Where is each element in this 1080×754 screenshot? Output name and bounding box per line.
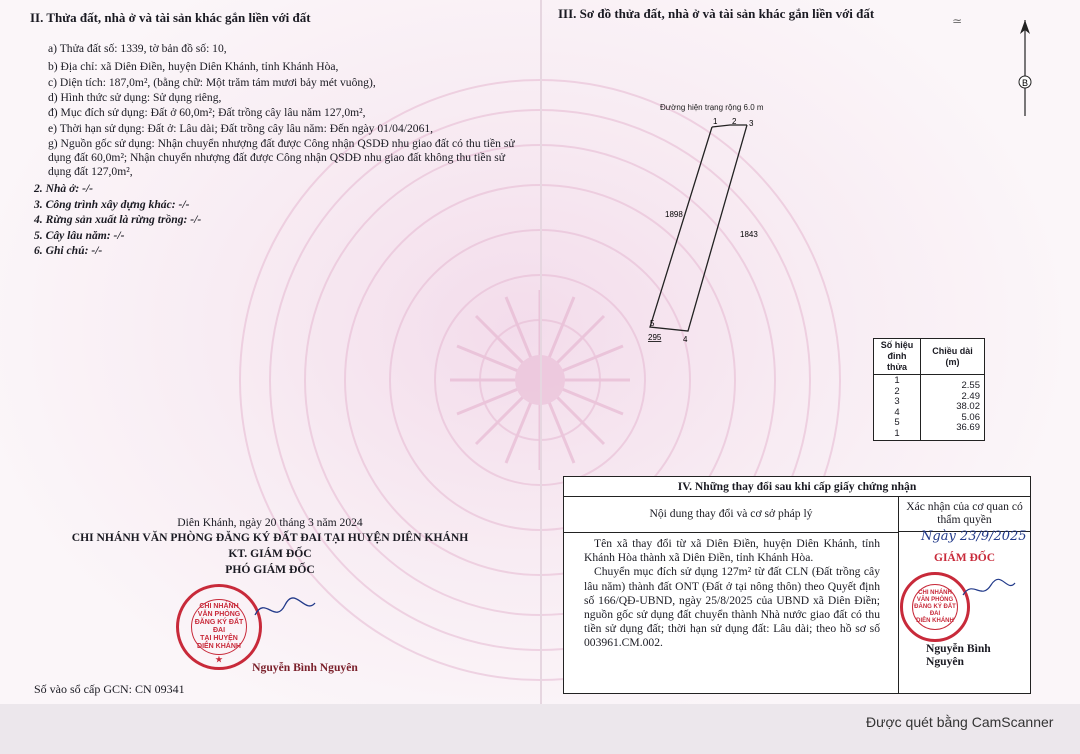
compass-letter: B <box>1021 78 1029 88</box>
vertex-1: 1 <box>713 117 718 126</box>
scanner-watermark: Được quét bằng CamScanner <box>866 714 1054 730</box>
usage-form-line: d) Hình thức sử dụng: Sử dụng riêng, <box>48 91 222 104</box>
changes-content <box>584 537 880 651</box>
vertex-4: 4 <box>683 335 688 344</box>
section3-title: III. Sơ đồ thửa đất, nhà ở và tài sản khác gắn liền với đất <box>558 6 875 21</box>
column-header-confirmation: Xác nhận của cơ quan có thẩm quyền <box>899 496 1030 532</box>
issuing-office: CHI NHÁNH VĂN PHÒNG ĐĂNG KÝ ĐẤT ĐAI TẠI HUYỆN DIÊN KHÁNH <box>71 531 469 544</box>
neighbor-parcel-left: 1898 <box>665 210 683 219</box>
table-row: 1 2 3 4 5 1 2.55 2.49 38.02 5.06 36.69 <box>874 375 985 441</box>
column-header-changes: Nội dung thay đổi và cơ sở pháp lý <box>564 496 899 533</box>
forest-item: 4. Rừng sản xuất là rừng trồng: -/- <box>34 213 202 226</box>
table-header-length: Chiều dài (m) <box>921 339 985 375</box>
signature-scribble <box>250 595 320 625</box>
signer-role-1: KT. GIÁM ĐỐC <box>228 547 312 560</box>
signing-date: Diên Khánh, ngày 20 tháng 3 năm 2024 <box>177 516 363 529</box>
corner-mark: ≃ <box>952 14 963 28</box>
vertex-5: 5 <box>650 319 655 328</box>
signer-role-2: PHÓ GIÁM ĐỐC <box>225 563 315 576</box>
address-line: b) Địa chỉ: xã Diên Điền, huyện Diên Khánh, tỉnh Khánh Hòa, <box>48 60 339 73</box>
page-fold <box>540 0 542 704</box>
change-paragraph-2: Chuyển mục đích sử dụng 127m² từ đất CLN (Đất trồng cây lâu năm) thành đất ONT (Đất ở tại nông thôn) theo Quyết định số 166/QĐ-UBND, ngày 25/8/2025 của UBND xã Diên Điền; nguồn gốc sử dụng đất chuyển thành Nhà nước giao đất có thu tiền sử dụng đất; thời hạn sử dụng đất: Lâu dài; theo hồ sơ số 003961.CM.002. <box>584 565 880 650</box>
neighbor-parcel-right: 1843 <box>740 230 758 239</box>
house-item: 2. Nhà ở: -/- <box>34 182 94 195</box>
parcel-number-line: a) Thửa đất số: 1339, tờ bản đồ số: 10, <box>48 42 227 55</box>
certificate-number: Số vào sổ cấp GCN: CN 09341 <box>34 682 185 696</box>
changes-table <box>563 476 1031 694</box>
table-header-vertex: Số hiệu đỉnh thửa <box>874 339 921 375</box>
section2-title: II. Thửa đất, nhà ở và tài sản khác gắn liền với đất <box>30 10 311 25</box>
confirmation-date: Ngày 23/9/2025 <box>921 529 1027 544</box>
vertex-3: 3 <box>749 119 754 128</box>
vertex-length-table <box>873 338 985 441</box>
road-label: Đường hiện trạng rộng 6.0 m <box>660 103 764 112</box>
usage-purpose-line: đ) Mục đích sử dụng: Đất ở 60,0m²; Đất trồng cây lâu năm 127,0m², <box>48 106 366 119</box>
official-stamp: CHI NHÁNH VĂN PHÒNG ĐĂNG KÝ ĐẤT ĐAI TẠI HUYỆN DIÊN KHÁNH ★ <box>176 584 262 670</box>
neighbor-parcel-bottom: 295 <box>648 333 662 342</box>
usage-origin-line: g) Nguồn gốc sử dụng: Nhận chuyển nhượng đất được Công nhận QSDĐ nhu giao đất có thu tiền sử dụng đất 60,0m²; Nhận chuyển nhượng đất được Công nhận QSDĐ nhu giao đất không thu tiền sử dụng đất 127,0m², <box>48 137 515 178</box>
area-line: c) Diện tích: 187,0m², (bằng chữ: Một trăm tám mươi bảy mét vuông), <box>48 76 376 89</box>
perennial-trees-item: 5. Cây lâu năm: -/- <box>34 229 125 242</box>
section4-title: IV. Những thay đổi sau khi cấp giấy chứng nhận <box>564 477 1030 497</box>
usage-term-line: e) Thời hạn sử dụng: Đất ở: Lâu dài; Đất trồng cây lâu năm: Đến ngày 01/04/2061, <box>48 122 434 135</box>
confirmation-signature <box>959 577 1019 602</box>
note-item: 6. Ghi chú: -/- <box>34 244 103 257</box>
confirmation-role: GIÁM ĐỐC <box>934 552 996 564</box>
signer-name: Nguyễn Bình Nguyên <box>252 661 358 674</box>
north-arrow-icon <box>1014 18 1036 118</box>
confirmation-stamp: CHI NHÁNH VĂN PHÒNG ĐĂNG KÝ ĐẤT ĐAI DIÊN KHÁNH <box>900 572 970 642</box>
confirmation-signer-name: Nguyễn Bình Nguyên <box>926 642 991 668</box>
vertex-2: 2 <box>732 117 737 126</box>
change-paragraph-1: Tên xã thay đổi từ xã Diên Điền, huyện Diên Khánh, tỉnh Khánh Hòa thành xã Diên Điền, tỉnh Khánh Hòa. <box>584 537 880 565</box>
other-construction-item: 3. Công trình xây dựng khác: -/- <box>34 198 190 211</box>
parcel-diagram <box>560 95 860 355</box>
